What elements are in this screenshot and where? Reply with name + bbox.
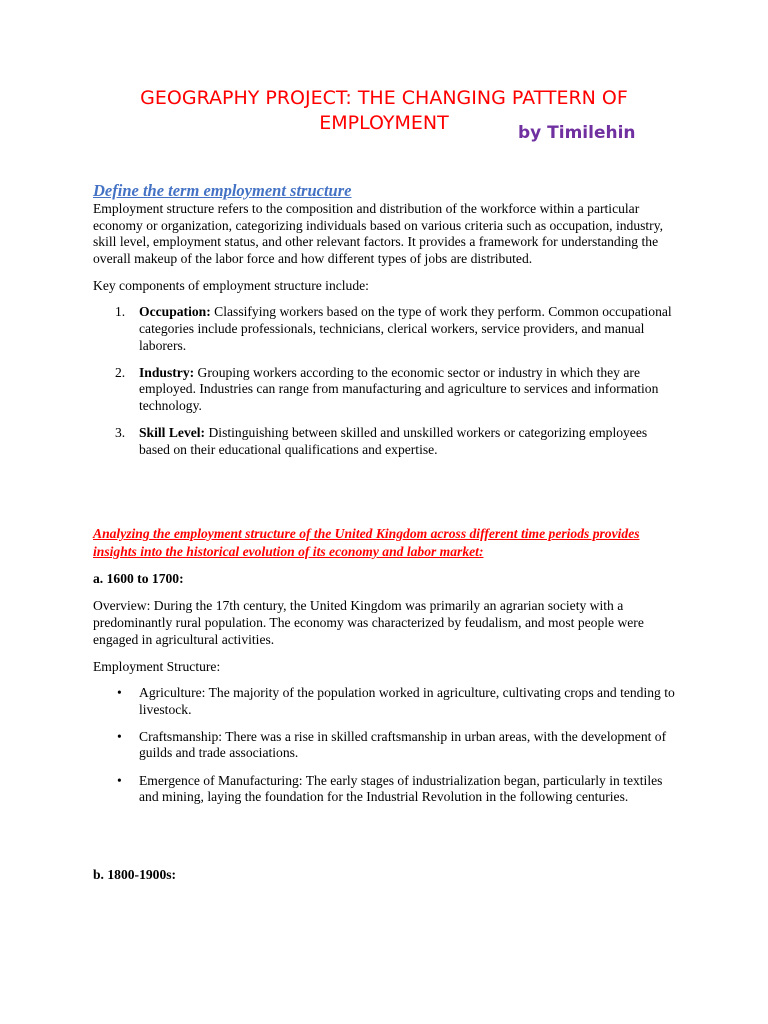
list-term: Skill Level: bbox=[139, 425, 206, 441]
bullet-item bbox=[93, 729, 678, 762]
document-title: GEOGRAPHY PROJECT: THE CHANGING PATTERN OF EMPLOYMENT bbox=[140, 87, 628, 134]
employment-structure-label: Employment Structure: bbox=[93, 658, 221, 674]
components-list bbox=[93, 304, 678, 458]
section-heading-uk-analysis: Analyzing the employment structure of the United Kingdom across different time periods provides insights into the historical evolution of its economy and labor market: bbox=[93, 525, 640, 559]
period-heading-a: a. 1600 to 1700: bbox=[93, 571, 184, 587]
key-components-intro: Key components of employment structure include: bbox=[93, 277, 369, 293]
bullet-item bbox=[93, 685, 678, 718]
bullet-text: Agriculture: The majority of the population worked in agriculture, cultivating crops and tending to livestock. bbox=[139, 685, 675, 717]
list-text: Classifying workers based on the type of work they perform. Common occupational categories include professionals, technicians, clerical workers, service providers, and manual laborers. bbox=[139, 304, 672, 353]
bullet-icon: • bbox=[117, 728, 122, 744]
list-text: Grouping workers according to the economic sector or industry in which they are employed. Industries can range from manufacturing and agriculture to services and information technology. bbox=[139, 364, 659, 413]
document-body bbox=[93, 180, 678, 884]
list-number: 1. bbox=[115, 304, 126, 320]
bullet-icon: • bbox=[117, 685, 122, 701]
overview-paragraph: Overview: During the 17th century, the United Kingdom was primarily an agrarian society with a predominantly rural population. The economy was characterized by feudalism, and most people were engaged in agricultural activities. bbox=[93, 598, 644, 647]
list-term: Occupation: bbox=[139, 304, 211, 320]
employment-bullets bbox=[93, 685, 678, 806]
spacer bbox=[93, 469, 678, 525]
spacer bbox=[93, 816, 678, 867]
list-item bbox=[93, 425, 678, 458]
period-heading-b: b. 1800-1900s: bbox=[93, 867, 177, 883]
list-number: 2. bbox=[115, 364, 126, 380]
bullet-item bbox=[93, 773, 678, 806]
list-number: 3. bbox=[115, 425, 126, 441]
bullet-text: Emergence of Manufacturing: The early stages of industrialization began, particularly in textiles and mining, laying the foundation for the Industrial Revolution in the following centuries. bbox=[139, 772, 663, 805]
section-heading-definition: Define the term employment structure bbox=[93, 181, 352, 200]
bullet-icon: • bbox=[117, 772, 122, 788]
list-item bbox=[93, 365, 678, 415]
bullet-text: Craftsmanship: There was a rise in skilled craftsmanship in urban areas, with the development of guilds and trade associations. bbox=[139, 728, 667, 761]
definition-paragraph: Employment structure refers to the composition and distribution of the workforce within a particular economy or organization, categorizing individuals based on various criteria such as occupation, industry, skill level, employment status, and other relevant factors. It provides a framework for understanding the overall makeup of the labor force and how different types of jobs are distributed. bbox=[93, 201, 664, 266]
list-item bbox=[93, 304, 678, 354]
author-byline: by Timilehin bbox=[518, 123, 636, 143]
list-text: Distinguishing between skilled and unskilled workers or categorizing employees based on their educational qualifications and expertise. bbox=[139, 425, 648, 457]
list-term: Industry: bbox=[139, 364, 195, 380]
